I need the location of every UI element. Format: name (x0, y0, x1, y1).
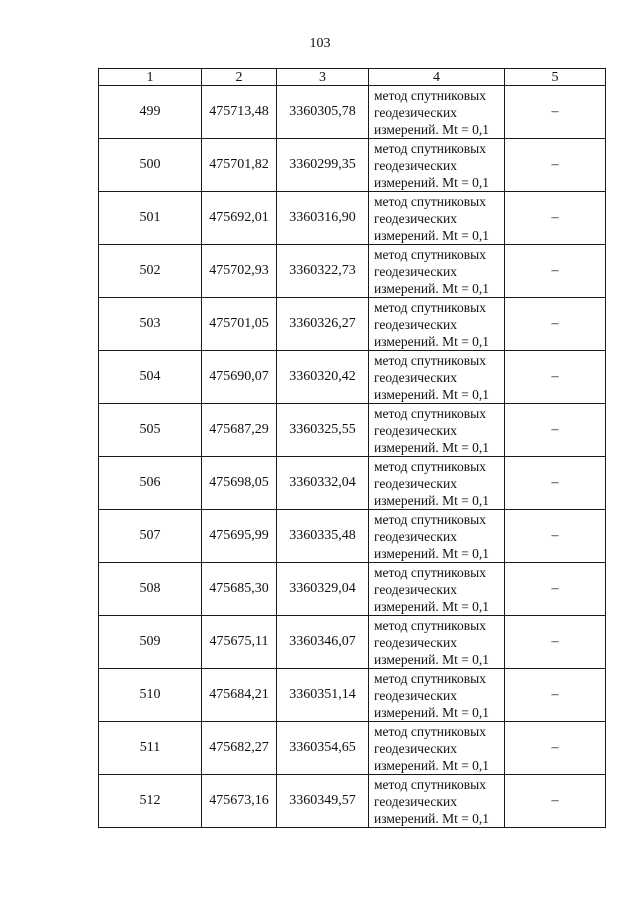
point-number-cell: 508 (99, 563, 202, 616)
header-col-1: 1 (99, 69, 202, 86)
x-coordinate-cell: 475701,82 (202, 139, 277, 192)
header-col-4: 4 (369, 69, 505, 86)
method-line-2: геодезических (374, 263, 457, 279)
method-line-3: измерений. Mt = 0,1 (374, 492, 490, 508)
x-coordinate-cell: 475684,21 (202, 669, 277, 722)
point-number-cell: 507 (99, 510, 202, 563)
y-coordinate-cell: 3360332,04 (277, 457, 369, 510)
method-line-1: метод спутниковых (374, 511, 486, 527)
column-5-cell: – (505, 616, 606, 669)
table-row (99, 722, 606, 775)
method-cell (369, 669, 505, 722)
point-number-cell: 505 (99, 404, 202, 457)
method-line-1: метод спутниковых (374, 299, 486, 315)
table-row (99, 192, 606, 245)
y-coordinate-cell: 3360299,35 (277, 139, 369, 192)
y-coordinate-cell: 3360305,78 (277, 86, 369, 139)
method-line-3: измерений. Mt = 0,1 (374, 651, 490, 667)
x-coordinate-cell: 475690,07 (202, 351, 277, 404)
y-coordinate-cell: 3360322,73 (277, 245, 369, 298)
y-coordinate-cell: 3360349,57 (277, 775, 369, 828)
method-cell (369, 351, 505, 404)
y-coordinate-cell: 3360320,42 (277, 351, 369, 404)
point-number-cell: 509 (99, 616, 202, 669)
method-line-2: геодезических (374, 581, 457, 597)
y-coordinate-cell: 3360329,04 (277, 563, 369, 616)
method-line-3: измерений. Mt = 0,1 (374, 174, 490, 190)
table-row (99, 510, 606, 563)
coordinates-table (98, 68, 606, 828)
point-number-cell: 500 (99, 139, 202, 192)
column-5-cell: – (505, 669, 606, 722)
y-coordinate-cell: 3360335,48 (277, 510, 369, 563)
method-line-2: геодезических (374, 475, 457, 491)
table-row (99, 404, 606, 457)
column-5-cell: – (505, 139, 606, 192)
table-row (99, 563, 606, 616)
column-5-cell: – (505, 404, 606, 457)
point-number-cell: 501 (99, 192, 202, 245)
method-line-3: измерений. Mt = 0,1 (374, 545, 490, 561)
table-row (99, 775, 606, 828)
x-coordinate-cell: 475698,05 (202, 457, 277, 510)
method-line-2: геодезических (374, 528, 457, 544)
point-number-cell: 504 (99, 351, 202, 404)
column-5-cell: – (505, 775, 606, 828)
x-coordinate-cell: 475692,01 (202, 192, 277, 245)
method-line-1: метод спутниковых (374, 140, 486, 156)
table-row (99, 457, 606, 510)
table-row (99, 245, 606, 298)
method-cell (369, 775, 505, 828)
method-line-3: измерений. Mt = 0,1 (374, 704, 490, 720)
method-line-3: измерений. Mt = 0,1 (374, 227, 490, 243)
table-row (99, 139, 606, 192)
method-line-1: метод спутниковых (374, 564, 486, 580)
column-5-cell: – (505, 351, 606, 404)
point-number-cell: 510 (99, 669, 202, 722)
point-number-cell: 506 (99, 457, 202, 510)
page-number: 103 (309, 36, 331, 51)
method-line-2: геодезических (374, 687, 457, 703)
method-line-2: геодезических (374, 104, 457, 120)
point-number-cell: 503 (99, 298, 202, 351)
table-row (99, 669, 606, 722)
y-coordinate-cell: 3360326,27 (277, 298, 369, 351)
table-row (99, 351, 606, 404)
x-coordinate-cell: 475695,99 (202, 510, 277, 563)
y-coordinate-cell: 3360325,55 (277, 404, 369, 457)
method-line-2: геодезических (374, 157, 457, 173)
method-line-1: метод спутниковых (374, 87, 486, 103)
x-coordinate-cell: 475701,05 (202, 298, 277, 351)
method-line-1: метод спутниковых (374, 405, 486, 421)
method-cell (369, 139, 505, 192)
column-5-cell: – (505, 563, 606, 616)
x-coordinate-cell: 475673,16 (202, 775, 277, 828)
method-line-1: метод спутниковых (374, 352, 486, 368)
table-header (99, 69, 606, 86)
method-cell (369, 563, 505, 616)
column-5-cell: – (505, 86, 606, 139)
method-line-3: измерений. Mt = 0,1 (374, 333, 490, 349)
method-line-3: измерений. Mt = 0,1 (374, 439, 490, 455)
column-5-cell: – (505, 245, 606, 298)
method-cell (369, 510, 505, 563)
point-number-cell: 511 (99, 722, 202, 775)
column-5-cell: – (505, 510, 606, 563)
method-line-2: геодезических (374, 210, 457, 226)
method-line-3: измерений. Mt = 0,1 (374, 598, 490, 614)
x-coordinate-cell: 475685,30 (202, 563, 277, 616)
column-5-cell: – (505, 722, 606, 775)
x-coordinate-cell: 475702,93 (202, 245, 277, 298)
x-coordinate-cell: 475675,11 (202, 616, 277, 669)
y-coordinate-cell: 3360354,65 (277, 722, 369, 775)
table-row (99, 86, 606, 139)
method-line-1: метод спутниковых (374, 776, 486, 792)
y-coordinate-cell: 3360346,07 (277, 616, 369, 669)
y-coordinate-cell: 3360316,90 (277, 192, 369, 245)
method-line-3: измерений. Mt = 0,1 (374, 757, 490, 773)
method-line-2: геодезических (374, 740, 457, 756)
column-5-cell: – (505, 457, 606, 510)
method-cell (369, 192, 505, 245)
point-number-cell: 502 (99, 245, 202, 298)
method-line-1: метод спутниковых (374, 246, 486, 262)
y-coordinate-cell: 3360351,14 (277, 669, 369, 722)
method-line-2: геодезических (374, 316, 457, 332)
method-cell (369, 722, 505, 775)
header-row (99, 69, 606, 86)
method-line-1: метод спутниковых (374, 458, 486, 474)
column-5-cell: – (505, 298, 606, 351)
method-cell (369, 404, 505, 457)
header-col-2: 2 (202, 69, 277, 86)
column-5-cell: – (505, 192, 606, 245)
method-cell (369, 86, 505, 139)
method-line-2: геодезических (374, 369, 457, 385)
method-cell (369, 616, 505, 669)
header-col-5: 5 (505, 69, 606, 86)
method-line-2: геодезических (374, 634, 457, 650)
x-coordinate-cell: 475682,27 (202, 722, 277, 775)
table-row (99, 298, 606, 351)
method-cell (369, 298, 505, 351)
table-body (99, 86, 606, 828)
method-line-1: метод спутниковых (374, 193, 486, 209)
method-line-3: измерений. Mt = 0,1 (374, 810, 490, 826)
table-row (99, 616, 606, 669)
method-line-3: измерений. Mt = 0,1 (374, 386, 490, 402)
method-line-1: метод спутниковых (374, 723, 486, 739)
method-line-1: метод спутниковых (374, 617, 486, 633)
method-cell (369, 457, 505, 510)
method-cell (369, 245, 505, 298)
method-line-3: измерений. Mt = 0,1 (374, 280, 490, 296)
point-number-cell: 512 (99, 775, 202, 828)
x-coordinate-cell: 475687,29 (202, 404, 277, 457)
method-line-1: метод спутниковых (374, 670, 486, 686)
method-line-3: измерений. Mt = 0,1 (374, 121, 490, 137)
x-coordinate-cell: 475713,48 (202, 86, 277, 139)
point-number-cell: 499 (99, 86, 202, 139)
method-line-2: геодезических (374, 793, 457, 809)
header-col-3: 3 (277, 69, 369, 86)
method-line-2: геодезических (374, 422, 457, 438)
